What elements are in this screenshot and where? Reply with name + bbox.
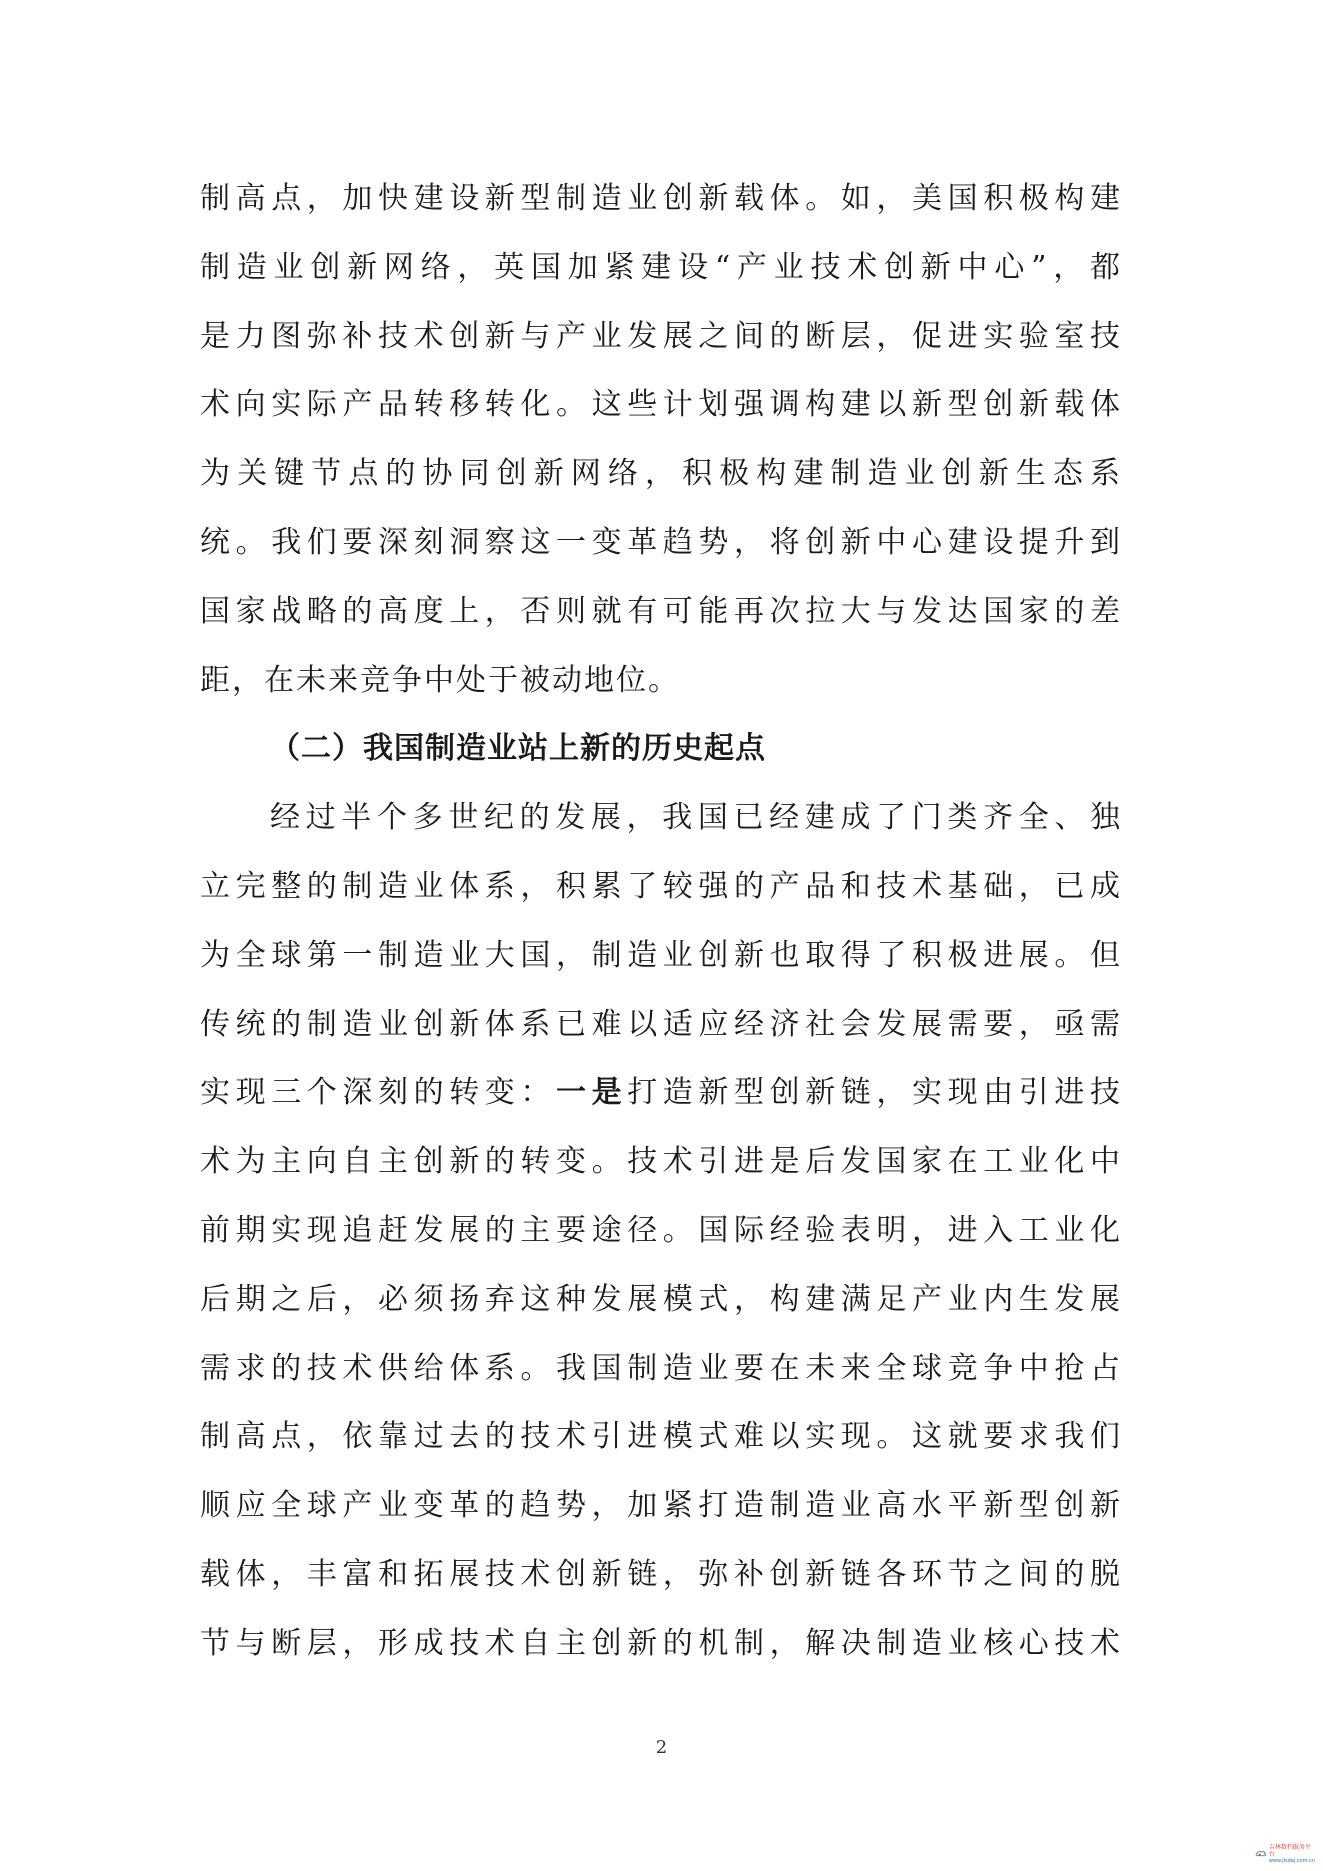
section-heading: （二）我国制造业站上新的历史起点	[270, 731, 766, 767]
text-line: 是力图弥补技术创新与产业发展之间的断层，促进实验室技	[200, 318, 1122, 354]
text-line: 为全球第一制造业大国，制造业创新也取得了积极进展。但	[200, 937, 1122, 973]
text-line: 前期实现追赶发展的主要途径。国际经验表明，进入工业化	[200, 1212, 1122, 1248]
text-segment: 打造新型创新链，实现由引进技	[627, 1075, 1122, 1111]
text-line: 术向实际产品转移转化。这些计划强调构建以新型创新载体	[200, 387, 1122, 423]
page-number: 2	[655, 1737, 668, 1758]
text-line: 后期之后，必须扬弃这种发展模式，构建满足产业内生发展	[200, 1281, 1122, 1317]
watermark	[1255, 1843, 1315, 1865]
text-line: 经过半个多世纪的发展，我国已经建成了门类齐全、独	[270, 800, 1122, 836]
text-line: 立完整的制造业体系，积累了较强的产品和技术基础，已成	[200, 868, 1122, 904]
text-line: 术为主向自主创新的转变。技术引进是后发国家在工业化中	[200, 1144, 1122, 1180]
text-line: 传统的制造业创新体系已难以适应经济社会发展需要，亟需	[200, 1006, 1122, 1042]
text-line: 制高点，加快建设新型制造业创新载体。如，美国积极构建	[200, 181, 1122, 216]
text-line: 制高点，依靠过去的技术引进模式难以实现。这就要求我们	[200, 1419, 1122, 1455]
emphasis-text: 一是	[556, 1075, 628, 1111]
watermark-title: 吉林数档服务平台	[1268, 1843, 1311, 1858]
text-line: 顺应全球产业变革的趋势，加紧打造制造业高水平新型创新	[200, 1488, 1122, 1524]
text-line: 载体，丰富和拓展技术创新链，弥补创新链各环节之间的脱	[200, 1556, 1122, 1592]
document-body	[200, 165, 1122, 1679]
text-line-with-emphasis	[200, 1059, 1122, 1128]
text-line: 需求的技术供给体系。我国制造业要在未来全球竞争中抢占	[200, 1350, 1122, 1386]
watermark-text	[1269, 1844, 1315, 1865]
text-line: 制造业创新网络，英国加紧建设“产业技术创新中心”，都	[200, 249, 1122, 285]
cloud-logo-icon	[1255, 1846, 1267, 1862]
text-line: 距，在未来竞争中处于被动地位。	[200, 662, 680, 698]
text-line: 国家战略的高度上，否则就有可能再次拉大与发达国家的差	[200, 593, 1122, 629]
watermark-url: www.jlsdaj.com.cn	[1268, 1857, 1315, 1864]
text-line: 为关键节点的协同创新网络，积极构建制造业创新生态系	[200, 456, 1122, 492]
text-line: 统。我们要深刻洞察这一变革趋势，将创新中心建设提升到	[200, 524, 1122, 560]
text-segment: 实现三个深刻的转变：	[200, 1075, 556, 1111]
text-line: 节与断层，形成技术自主创新的机制，解决制造业核心技术	[200, 1625, 1122, 1661]
